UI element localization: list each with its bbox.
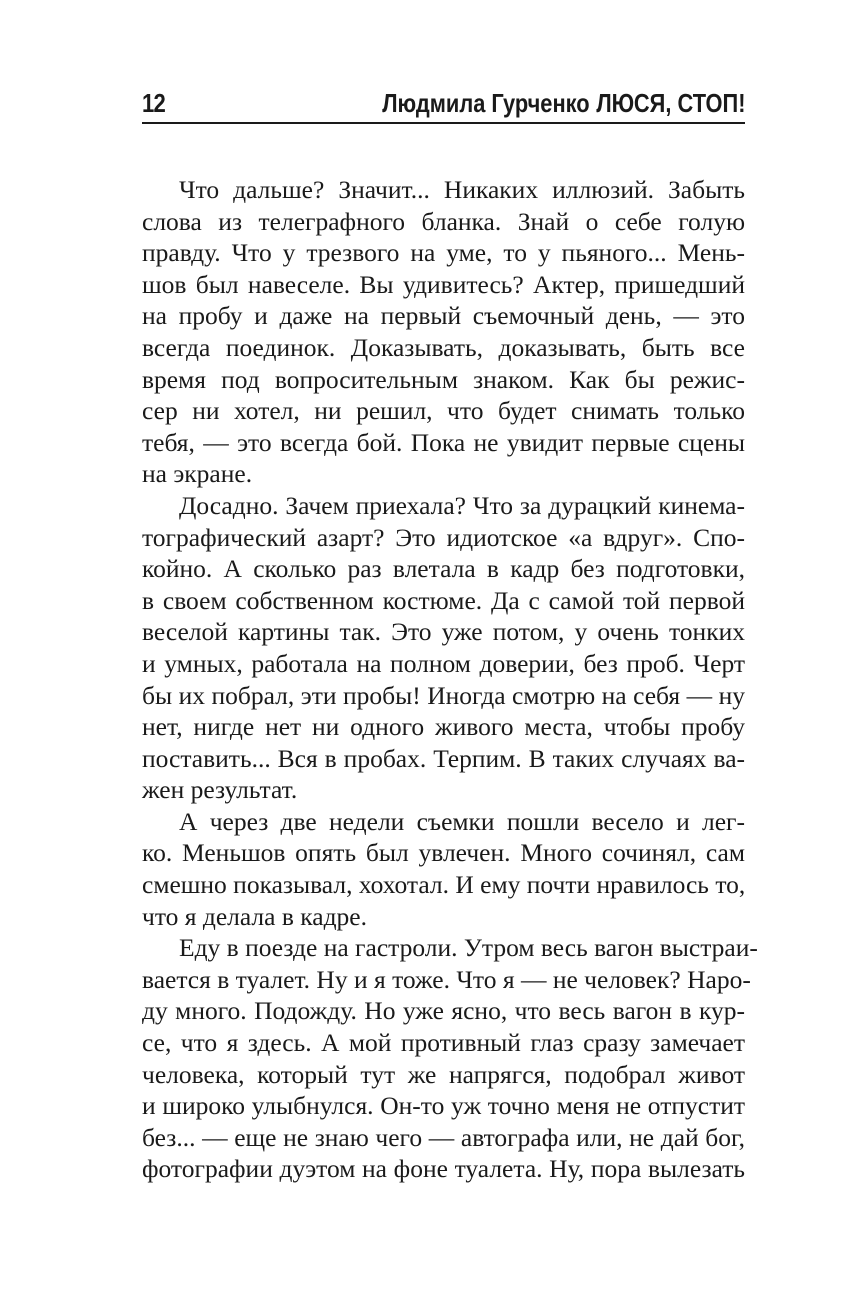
text-line: без... — еще не знаю чего — автографа или, не дай бог,	[142, 1122, 745, 1152]
text-line: веселой картины так. Это уже потом, у очень тонких	[142, 617, 745, 647]
page-number: 12	[142, 88, 165, 118]
book-title: ЛЮСЯ, СТОП!	[595, 88, 745, 118]
text-line: на пробу и даже на первый съемочный день, — это	[142, 301, 745, 331]
text-line: тографический азарт? Это идиотское «а вдруг». Спо-	[142, 522, 745, 552]
paragraph	[142, 932, 758, 1185]
author-name: Людмила Гурченко	[381, 88, 590, 118]
text-line: и умных, работала на полном доверии, без проб. Черт	[142, 648, 745, 678]
text-line: ко. Меньшов опять был увлечен. Много сочинял, сам	[142, 838, 745, 868]
text-line: что я делала в кадре.	[142, 901, 367, 931]
text-line: ду много. Подожду. Но уже ясно, что весь вагон в кур-	[142, 996, 745, 1026]
text-line: слова из телеграфного бланка. Знай о себе голую	[142, 206, 745, 236]
text-line: Досадно. Зачем приехала? Что за дурацкий кинема-	[179, 490, 745, 520]
text-line: се, что я здесь. А мой противный глаз сразу замечает	[142, 1028, 745, 1058]
text-line: Что дальше? Значит... Никаких иллюзий. Забыть	[179, 175, 745, 204]
text-line: бы их побрал, эти пробы! Иногда смотрю на себя — ну	[142, 680, 745, 710]
text-line: А через две недели съемки пошли весело и лег-	[179, 806, 745, 836]
paragraph	[142, 490, 745, 806]
text-line: вается в туалет. Ну и я тоже. Что я — не человек? Наро-	[142, 964, 751, 994]
text-line: шов был навеселе. Вы удивитесь? Актер, пришедший	[142, 269, 745, 299]
text-line: время под вопросительным знаком. Как бы режис-	[142, 364, 745, 394]
text-line: в своем собственном костюме. Да с самой той первой	[142, 585, 745, 615]
text-line: фотографии дуэтом на фоне туалета. Ну, пора вылезать	[142, 1154, 745, 1184]
text-line: жен результат.	[142, 775, 298, 805]
text-line: и широко улыбнулся. Он-то уж точно меня не отпустит	[142, 1091, 745, 1121]
running-head	[382, 88, 745, 119]
paragraph	[142, 174, 745, 490]
text-line: койно. А сколько раз влетала в кадр без подготовки,	[142, 554, 745, 584]
text-line: сер ни хотел, ни решил, что будет снимать только	[142, 396, 745, 426]
text-line: смешно показывал, хохотал. И ему почти нравилось то,	[142, 870, 746, 900]
text-line: тебя, — это всегда бой. Пока не увидит первые сцены	[142, 427, 745, 457]
paragraph	[142, 806, 745, 932]
text-line: Еду в поезде на гастроли. Утром весь вагон выстраи-	[179, 933, 758, 963]
text-line: поставить... Вся в пробах. Терпим. В таких случаях ва-	[142, 743, 745, 773]
body-text	[142, 174, 758, 1185]
text-line: нет, нигде нет ни одного живого места, чтобы пробу	[142, 712, 745, 742]
text-line: человека, который тут же напрягся, подобрал живот	[142, 1059, 745, 1089]
text-line: на экране.	[142, 459, 253, 489]
text-line: всегда поединок. Доказывать, доказывать, быть все	[142, 332, 745, 362]
text-line: правду. Что у трезвого на уме, то у пьяного... Мень-	[142, 238, 745, 268]
running-header	[142, 82, 745, 124]
